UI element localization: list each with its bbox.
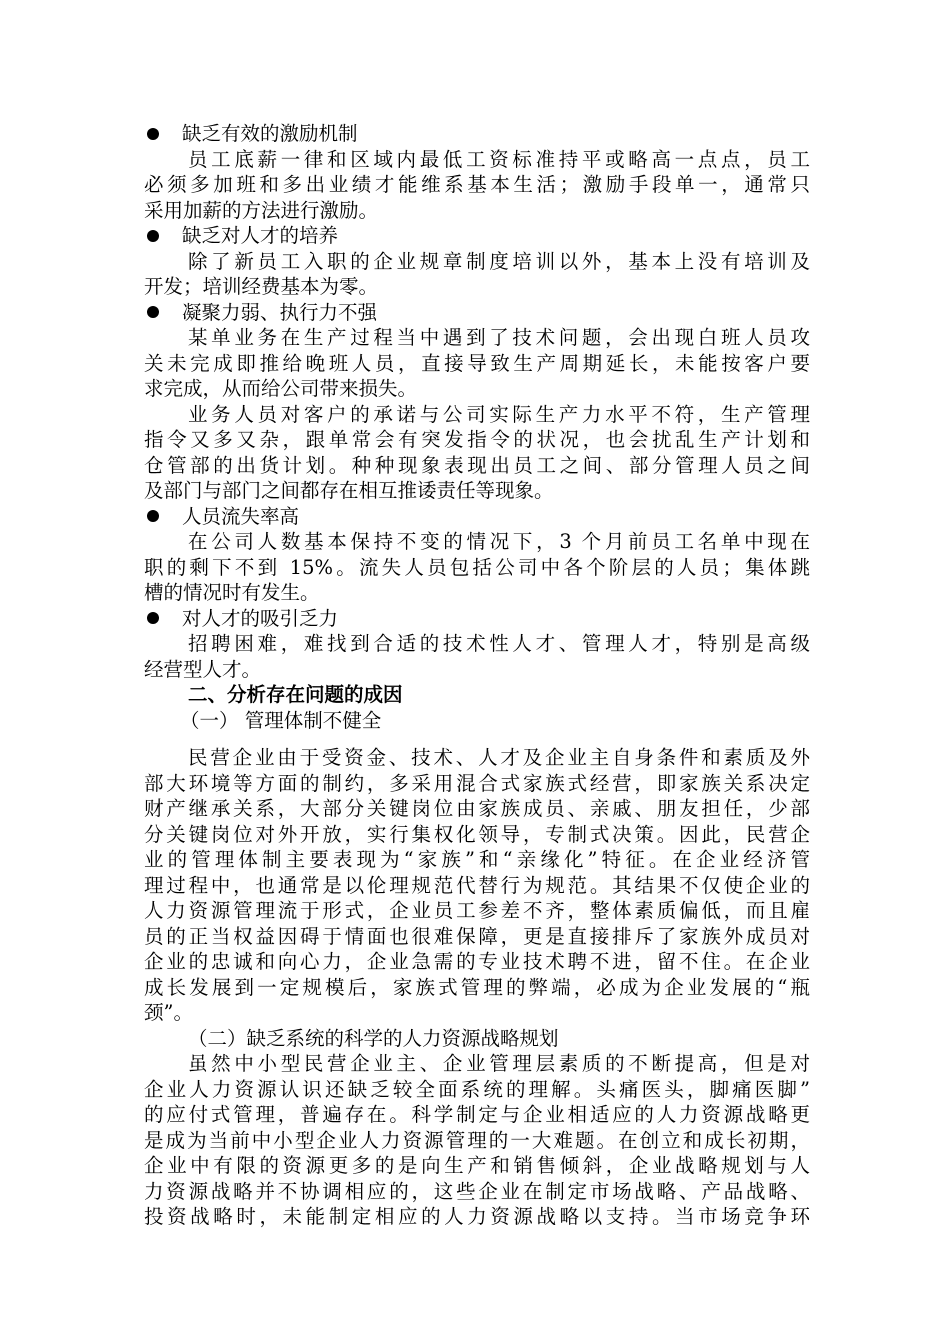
paragraph-line: 民营企业由于受资金、技术、人才及企业主自身条件和素质及外 <box>188 746 810 769</box>
subsection-heading: （二）缺乏系统的科学的人力资源战略规划 <box>188 1026 559 1050</box>
bullet-heading <box>144 121 810 147</box>
paragraph-line: 是成为当前中小型企业人力资源管理的一大难题。在创立和成长初期， <box>144 1128 810 1152</box>
paragraph-line: 招聘困难，难找到合适的技术性人才、管理人才，特别是高级 <box>188 632 810 655</box>
paragraph-line: 员的正当权益因碍于情面也很难保障，更是直接排斥了家族外成员对 <box>144 924 810 948</box>
document-body <box>144 121 810 1230</box>
bullet-heading <box>144 606 810 632</box>
paragraph-line: 仓管部的出货计划。种种现象表现出员工之间、部分管理人员之间 <box>144 453 810 477</box>
paragraph-line: 除了新员工入职的企业规章制度培训以外，基本上没有培训及 <box>188 249 810 273</box>
paragraph-line: 部大环境等方面的制约，多采用混合式家族式经营，即家族关系决定 <box>144 771 810 795</box>
bullet-icon <box>147 230 159 242</box>
bullet-heading-text: 凝聚力弱、执行力不强 <box>182 300 378 324</box>
paragraph-line: 槽的情况时有发生。 <box>144 581 320 604</box>
paragraph-line: 投资战略时，未能制定相应的人力资源战略以支持。当市场竞争环 <box>144 1205 810 1228</box>
bullet-heading-text: 缺乏对人才的培养 <box>182 224 339 247</box>
paragraph-line: 财产继承关系，大部分关键岗位由家族成员、亲戚、朋友担任，少部 <box>144 797 810 820</box>
bullet-icon <box>147 510 159 522</box>
paragraph-line: 人力资源管理流于形式，企业员工参差不齐，整体素质偏低，而且雇 <box>144 899 810 922</box>
paragraph-line: 采用加薪的方法进行激励。 <box>144 198 379 222</box>
paragraph-line: 理过程中，也通常是以伦理规范代替行为规范。其结果不仅使企业的 <box>144 873 810 897</box>
paragraph-line: 及部门与部门之间都存在相互推诿责任等现象。 <box>144 479 554 502</box>
bullet-icon <box>147 128 159 140</box>
bullet-heading <box>144 504 810 530</box>
bullet-heading <box>144 223 810 249</box>
paragraph-line: 经营型人才。 <box>144 657 262 681</box>
paragraph-line: 成长发展到一定规模后，家族式管理的弊端，必成为企业发展的“瓶 <box>144 975 810 999</box>
paragraph-line: 求完成，从而给公司带来损失。 <box>144 377 418 400</box>
paragraph-line: 职的剩下不到 15%。流失人员包括公司中各个阶层的人员；集体跳 <box>144 555 810 579</box>
paragraph-line: 分关键岗位对外开放，实行集权化领导，专制式决策。因此，民营企 <box>144 822 810 846</box>
paragraph-line: 企业的忠诚和向心力，企业急需的专业技术聘不进，留不住。在企业 <box>144 950 810 973</box>
paragraph-line: 的应付式管理，普遍存在。科学制定与企业相适应的人力资源战略更 <box>144 1103 810 1126</box>
paragraph-line: 员工底薪一律和区域内最低工资标准持平或略高一点点，员工 <box>188 147 810 171</box>
spacer <box>144 733 810 745</box>
bullet-heading-text: 人员流失率高 <box>182 504 300 528</box>
paragraph-line: 企业中有限的资源更多的是向生产和销售倾斜，企业战略规划与人 <box>144 1154 810 1177</box>
section-heading: 二、分析存在问题的成因 <box>188 683 403 706</box>
paragraph-line: 业务人员对客户的承诺与公司实际生产力水平不符，生产管理 <box>188 402 810 426</box>
bullet-heading-text: 对人才的吸引乏力 <box>182 606 339 630</box>
paragraph-line: 必须多加班和多出业绩才能维系基本生活；激励手段单一，通常只 <box>144 173 810 196</box>
bullet-heading <box>144 300 810 326</box>
bullet-heading-text: 缺乏有效的激励机制 <box>182 122 358 145</box>
paragraph-line: 在公司人数基本保持不变的情况下，3 个月前员工名单中现在 <box>188 530 810 553</box>
paragraph-line: 开发；培训经费基本为零。 <box>144 275 379 298</box>
paragraph-line: 颈”。 <box>144 1001 193 1024</box>
paragraph-line: 关未完成即推给晚班人员，直接导致生产周期延长，未能按客户要 <box>144 351 810 375</box>
subsection-heading: （一） 管理体制不健全 <box>180 708 382 732</box>
paragraph-line: 企业人力资源认识还缺乏较全面系统的理解。头痛医头，脚痛医脚” <box>144 1077 810 1101</box>
paragraph-line: 虽然中小型民营企业主、企业管理层素质的不断提高，但是对 <box>188 1052 810 1075</box>
bullet-icon <box>147 612 159 624</box>
paragraph-line: 业的管理体制主要表现为“家族”和“亲缘化”特征。在企业经济管 <box>144 848 810 871</box>
bullet-icon <box>147 306 159 318</box>
paragraph-line: 力资源战略并不协调相应的，这些企业在制定市场战略、产品战略、 <box>144 1179 810 1203</box>
paragraph-line: 指令又多又杂，跟单常会有突发指令的状况，也会扰乱生产计划和 <box>144 428 810 451</box>
paragraph-line: 某单业务在生产过程当中遇到了技术问题，会出现白班人员攻 <box>188 326 810 349</box>
